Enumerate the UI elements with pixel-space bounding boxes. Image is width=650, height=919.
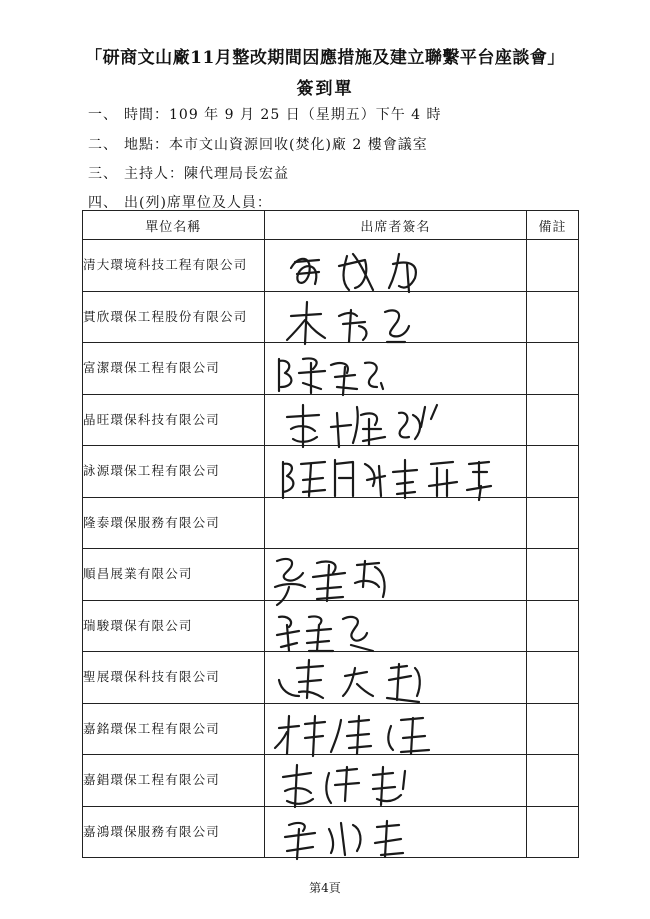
table-row [83,703,579,755]
info-number: 四、 [88,195,118,211]
unit-name: 晶旺環保科技有限公司 [83,394,265,446]
handwritten-signature [265,440,528,504]
unit-name: 嘉銘環保工程有限公司 [83,703,265,755]
sign-in-table [82,210,579,858]
table-row [83,497,579,549]
info-text: 地點：本市文山資源回收(焚化)廠 2 樓會議室 [124,137,428,153]
unit-name: 詠源環保工程有限公司 [83,446,265,498]
table-row [83,806,579,858]
unit-name: 嘉鴻環保服務有限公司 [83,806,265,858]
info-time [88,104,442,124]
note-cell [527,497,579,549]
document-subtitle: 簽到單 [296,79,354,99]
header-signature: 出席者簽名 [264,211,526,240]
signature-cell [264,755,526,807]
unit-name: 富潔環保工程有限公司 [83,343,265,395]
table-row [83,394,579,446]
table-row [83,240,579,292]
signature-cell [264,806,526,858]
note-cell [527,755,579,807]
table-row [83,652,579,704]
signature-cell [264,394,526,446]
signature-cell [264,343,526,395]
info-location [88,134,428,154]
unit-name: 隆泰環保服務有限公司 [83,497,265,549]
table-row [83,549,579,601]
info-text: 時間：109 年 9 月 25 日（星期五）下午 4 時 [124,107,442,123]
unit-name: 聖展環保科技有限公司 [83,652,265,704]
note-cell [527,549,579,601]
table-row [83,600,579,652]
info-text: 主持人：陳代理局長宏益 [124,166,289,182]
signature-cell [264,446,526,498]
unit-name: 嘉錩環保工程有限公司 [83,755,265,807]
note-cell [527,806,579,858]
info-attendees [88,192,272,212]
signature-cell [264,240,526,292]
unit-name: 順昌展業有限公司 [83,549,265,601]
signature-cell [264,652,526,704]
page-number: 第4頁 [309,881,341,895]
unit-name: 貫欣環保工程股份有限公司 [83,291,265,343]
note-cell [527,446,579,498]
table-row [83,291,579,343]
unit-name: 清大環境科技工程有限公司 [83,240,265,292]
info-number: 三、 [88,166,118,182]
note-cell [527,343,579,395]
note-cell [527,240,579,292]
note-cell [527,600,579,652]
header-unit: 單位名稱 [83,211,265,240]
header-note: 備註 [527,211,579,240]
note-cell [527,703,579,755]
table-row [83,446,579,498]
table-row [83,343,579,395]
signature-cell [264,703,526,755]
info-text: 出(列)席單位及人員： [124,195,272,211]
signature-cell [264,549,526,601]
note-cell [527,394,579,446]
unit-name: 瑞駿環保有限公司 [83,600,265,652]
note-cell [527,291,579,343]
document-title: 「研商文山廠11月整改期間因應措施及建立聯繫平台座談會」 [85,48,565,68]
info-number: 一、 [88,107,118,123]
table-row [83,755,579,807]
handwritten-signature [265,801,528,865]
info-host [88,163,289,183]
signature-cell [264,291,526,343]
info-number: 二、 [88,137,118,153]
signature-cell [264,600,526,652]
note-cell [527,652,579,704]
signature-cell [264,497,526,549]
